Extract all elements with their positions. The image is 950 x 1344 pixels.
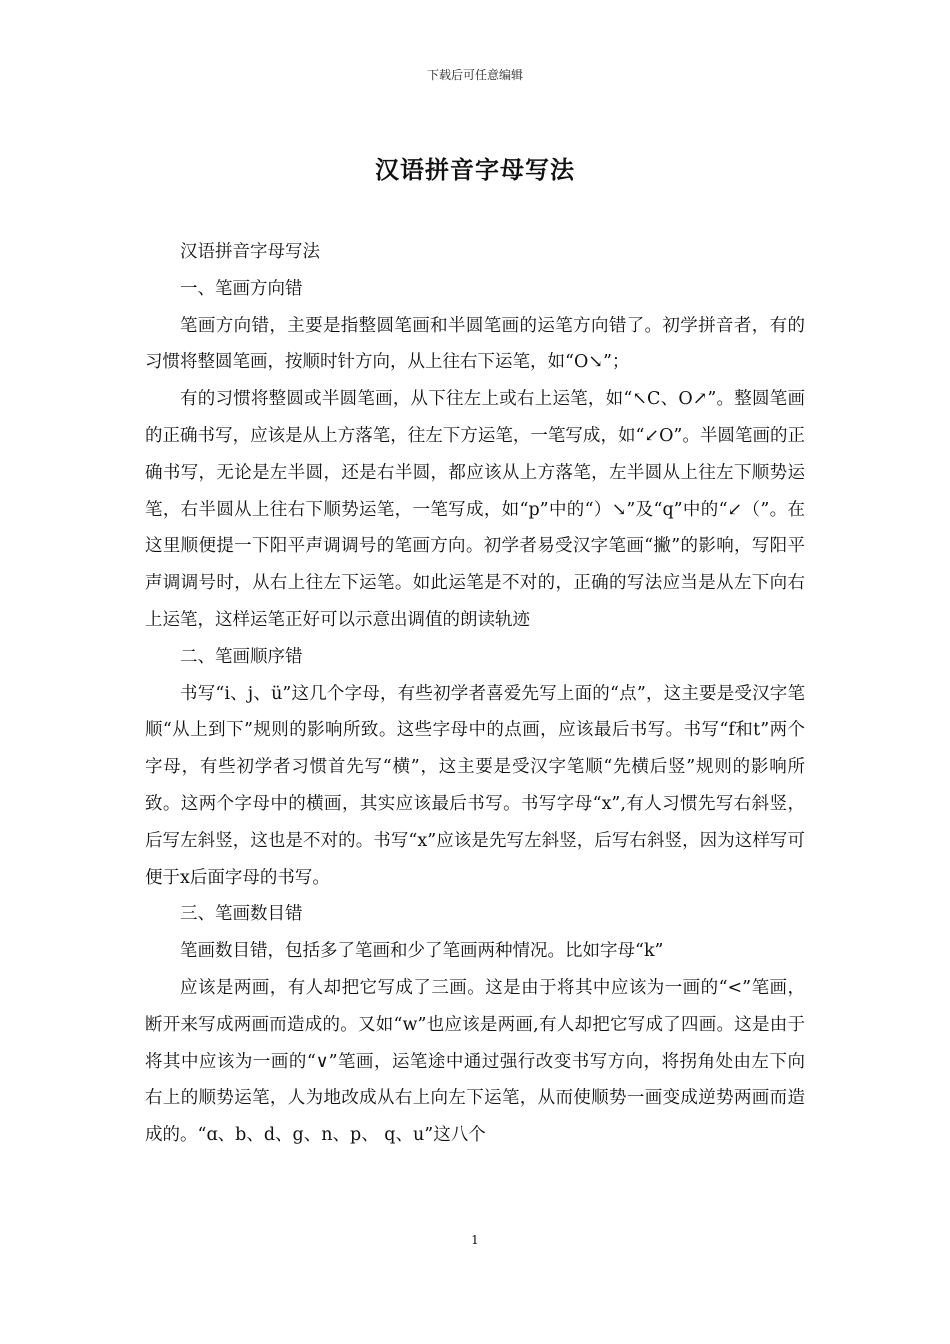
page-header: 下载后可任意编辑 [426,68,523,82]
paragraph: 笔画方向错，主要是指整圆笔画和半圆笔画的运笔方向错了。初学拼音者，有的习惯将整圆笔画，按顺时针方向，从上往右下运笔，如“O↘”； [145,315,805,373]
document-body [145,234,805,1154]
page-number: 1 [471,1233,479,1247]
paragraph: 书写“i、j、ü”这几个字母，有些初学者喜爱先写上面的“点”，这主要是受汉字笔顺“从上到下”规则的影响所致。这些字母中的点画，应该最后书写。书写“f和t”两个字母，有些初学者习惯首先写“横”，这主要是受汉字笔顺“先横后竖”规则的影响所致。这两个字母中的横画，其实应该最后书写。书写字母“x”,有人习惯先写右斜竖，后写左斜竖，这也是不对的。书写“x”应该是先写左斜竖，后写右斜竖，因为这样写可便于x后面字母的书写。 [145,683,805,888]
paragraph: 笔画数目错，包括多了笔画和少了笔画两种情况。比如字母“k” [180,941,664,962]
paragraph: 有的习惯将整圆或半圆笔画，从下往左上或右上运笔，如“↖C、O↗”。整圆笔画的正确书写，应该是从上方落笔，往左下方运笔，一笔写成，如“↙O”。半圆笔画的正确书写，无论是左半圆，还是右半圆，都应该从上方落笔，左半圆从上往左下顺势运笔，右半圆从上往右下顺势运笔，一笔写成，如“p”中的“）↘”及“q”中的“↙（”。在这里顺便提一下阳平声调调号的笔画方向。初学者易受汉字笔画“撇”的影响，写阳平声调调号时，从右上往左下运笔。如此运笔是不对的，正确的写法应当是从左下向右上运笔，这样运笔正好可以示意出调值的朗读轨迹 [145,389,805,630]
paragraph-subtitle: 汉语拼音字母写法 [180,242,320,262]
section-heading-3: 三、笔画数目错 [180,904,303,925]
section-heading-2: 二、笔画顺序错 [180,646,303,667]
paragraph: 应该是两画，有人却把它写成了三画。这是由于将其中应该为一画的“<”笔画，断开来写成两画而造成的。又如“w”也应该是两画,有人却把它写成了四画。这是由于将其中应该为一画的“∨”笔画，运笔途中通过强行改变书写方向，将拐角处由左下向右上的顺势运笔，人为地改成从右上向左下运笔，从而使顺势一画变成逆势两画而造成的。“ɑ、b、d、g、n、p、 q、u”这八个 [145,977,805,1146]
section-heading-1: 一、笔画方向错 [180,278,303,299]
document-title: 汉语拼音字母写法 [375,155,575,184]
